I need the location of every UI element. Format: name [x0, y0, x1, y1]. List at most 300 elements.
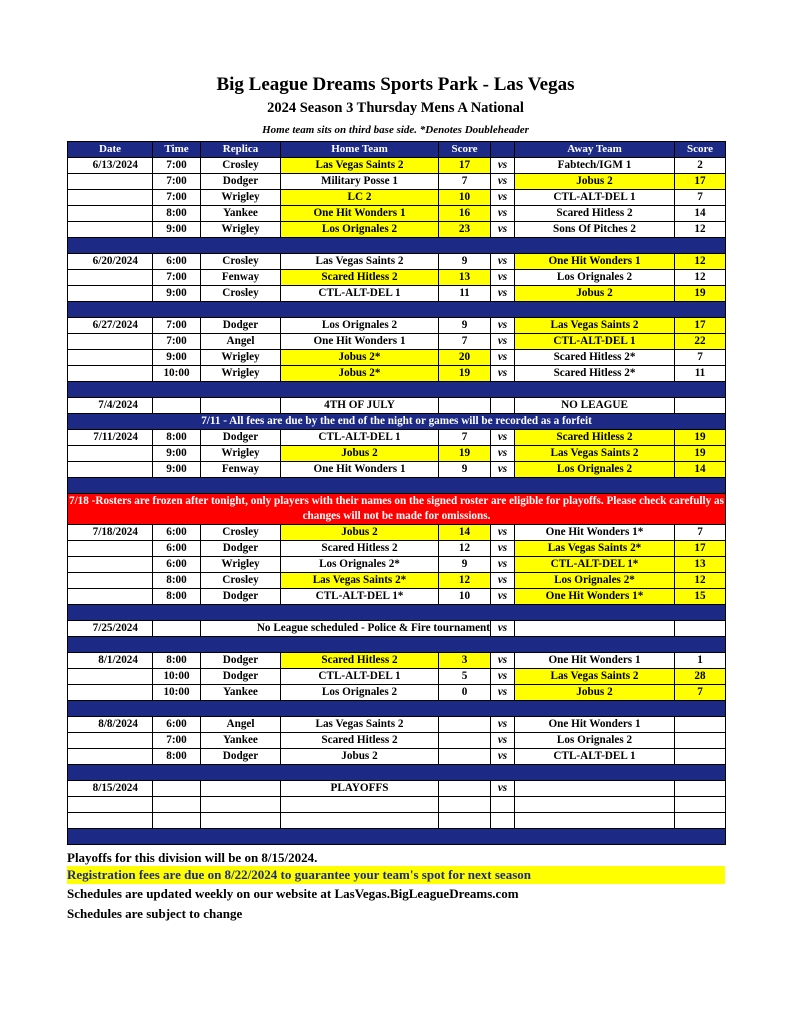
game-row [68, 174, 726, 190]
field-replica: Dodger [201, 653, 281, 669]
field-replica: Crosley [201, 286, 281, 302]
field-replica: Yankee [201, 206, 281, 222]
away-score: 15 [675, 589, 726, 605]
vs-label: vs [491, 206, 515, 222]
home-score: 13 [439, 270, 491, 286]
home-score: 9 [439, 254, 491, 270]
separator-cell [68, 765, 726, 781]
home-team [281, 797, 439, 813]
game-row [68, 653, 726, 669]
game-time [153, 781, 201, 797]
page-subtitle: 2024 Season 3 Thursday Mens A National [267, 100, 524, 116]
game-time: 6:00 [153, 557, 201, 573]
game-date [68, 206, 153, 222]
home-score: 5 [439, 669, 491, 685]
away-score: 13 [675, 557, 726, 573]
game-date: 7/18/2024 [68, 525, 153, 541]
fees-notice-text: 7/11 - All fees are due by the end of the night or games will be recorded as a forfeit [68, 414, 726, 430]
away-team: NO LEAGUE [515, 398, 675, 414]
home-score: 10 [439, 589, 491, 605]
footer-disclaimer: Schedules are subject to change [67, 906, 243, 921]
away-team: One Hit Wonders 1* [515, 525, 675, 541]
footer-playoffs: Playoffs for this division will be on 8/15/2024. [67, 850, 318, 865]
away-team: Las Vegas Saints 2* [515, 541, 675, 557]
game-date [68, 446, 153, 462]
home-score: 12 [439, 541, 491, 557]
away-team: Los Orignales 2 [515, 462, 675, 478]
roster-alert-row [68, 494, 726, 525]
game-date [68, 334, 153, 350]
vs-label [491, 813, 515, 829]
home-score [439, 749, 491, 765]
home-team: One Hit Wonders 1 [281, 334, 439, 350]
home-team: Los Orignales 2 [281, 318, 439, 334]
game-date [68, 685, 153, 701]
game-time: 9:00 [153, 462, 201, 478]
separator-row [68, 302, 726, 318]
game-time: 8:00 [153, 430, 201, 446]
field-replica: Wrigley [201, 350, 281, 366]
game-time: 7:00 [153, 334, 201, 350]
vs-label: vs [491, 174, 515, 190]
vs-label: vs [491, 446, 515, 462]
vs-label: vs [491, 270, 515, 286]
home-team: CTL-ALT-DEL 1 [281, 669, 439, 685]
field-replica: Crosley [201, 573, 281, 589]
home-team: Los Orignales 2 [281, 222, 439, 238]
separator-cell [68, 382, 726, 398]
field-replica: Crosley [201, 525, 281, 541]
field-replica: Wrigley [201, 190, 281, 206]
field-replica: Angel [201, 717, 281, 733]
game-row [68, 733, 726, 749]
separator-cell [68, 238, 726, 254]
game-date [68, 350, 153, 366]
vs-label: vs [491, 286, 515, 302]
game-time: 6:00 [153, 541, 201, 557]
away-team: Scared Hitless 2* [515, 366, 675, 382]
away-team: One Hit Wonders 1 [515, 653, 675, 669]
home-score: 10 [439, 190, 491, 206]
away-score [675, 717, 726, 733]
game-row [68, 158, 726, 174]
vs-label: vs [491, 350, 515, 366]
game-date [68, 462, 153, 478]
game-date [68, 589, 153, 605]
separator-row [68, 701, 726, 717]
away-score: 19 [675, 286, 726, 302]
field-replica: Dodger [201, 318, 281, 334]
game-time: 8:00 [153, 749, 201, 765]
home-team: CTL-ALT-DEL 1 [281, 430, 439, 446]
away-team: CTL-ALT-DEL 1 [515, 190, 675, 206]
home-score: 14 [439, 525, 491, 541]
game-date: 6/20/2024 [68, 254, 153, 270]
game-date: 8/15/2024 [68, 781, 153, 797]
game-time: 10:00 [153, 366, 201, 382]
vs-label: vs [491, 685, 515, 701]
field-replica: Dodger [201, 669, 281, 685]
vs-label: vs [491, 573, 515, 589]
game-date: 7/25/2024 [68, 621, 153, 637]
away-score: 7 [675, 350, 726, 366]
game-date [68, 749, 153, 765]
home-team: PLAYOFFS [281, 781, 439, 797]
col-replica-header: Replica [201, 142, 281, 158]
home-team: Las Vegas Saints 2 [281, 717, 439, 733]
game-row [68, 398, 726, 414]
game-row [68, 669, 726, 685]
home-score: 0 [439, 685, 491, 701]
home-team: LC 2 [281, 190, 439, 206]
vs-label: vs [491, 589, 515, 605]
game-row [68, 813, 726, 829]
game-row [68, 717, 726, 733]
separator-cell [68, 478, 726, 494]
away-team: Jobus 2 [515, 286, 675, 302]
field-replica: Fenway [201, 270, 281, 286]
away-team: Los Orignales 2 [515, 733, 675, 749]
game-time: 8:00 [153, 573, 201, 589]
game-row [68, 557, 726, 573]
game-date [68, 573, 153, 589]
game-date [68, 541, 153, 557]
away-score: 19 [675, 430, 726, 446]
away-score [675, 733, 726, 749]
vs-label: vs [491, 318, 515, 334]
away-team [515, 781, 675, 797]
game-row [68, 222, 726, 238]
game-date [68, 733, 153, 749]
vs-label: vs [491, 733, 515, 749]
home-team: Scared Hitless 2 [281, 541, 439, 557]
home-score: 16 [439, 206, 491, 222]
separator-cell [68, 302, 726, 318]
away-score: 17 [675, 318, 726, 334]
vs-label: vs [491, 557, 515, 573]
game-row [68, 190, 726, 206]
home-score: 9 [439, 557, 491, 573]
away-team [515, 621, 675, 637]
away-score [675, 621, 726, 637]
home-score: 11 [439, 286, 491, 302]
game-date [68, 190, 153, 206]
vs-label: vs [491, 190, 515, 206]
home-team: CTL-ALT-DEL 1* [281, 589, 439, 605]
game-row [68, 318, 726, 334]
vs-label: vs [491, 669, 515, 685]
field-replica: Wrigley [201, 557, 281, 573]
away-score: 7 [675, 685, 726, 701]
field-replica: Wrigley [201, 366, 281, 382]
vs-label: vs [491, 749, 515, 765]
game-time [153, 797, 201, 813]
home-team: One Hit Wonders 1 [281, 206, 439, 222]
away-team: Jobus 2 [515, 685, 675, 701]
away-team [515, 813, 675, 829]
home-team: Los Orignales 2 [281, 685, 439, 701]
field-replica: Dodger [201, 749, 281, 765]
game-row [68, 685, 726, 701]
away-team: Jobus 2 [515, 174, 675, 190]
home-score: 7 [439, 430, 491, 446]
page-note: Home team sits on third base side. *Denotes Doubleheader [262, 124, 529, 136]
separator-row [68, 829, 726, 845]
away-score [675, 398, 726, 414]
game-row [68, 446, 726, 462]
home-team: Jobus 2 [281, 525, 439, 541]
col-time-header: Time [153, 142, 201, 158]
game-time: 9:00 [153, 222, 201, 238]
away-team: Scared Hitless 2* [515, 350, 675, 366]
vs-label: vs [491, 222, 515, 238]
game-date [68, 286, 153, 302]
home-team [281, 813, 439, 829]
home-score: 7 [439, 334, 491, 350]
home-team: Los Orignales 2* [281, 557, 439, 573]
away-team: CTL-ALT-DEL 1* [515, 557, 675, 573]
game-row [68, 573, 726, 589]
game-time: 7:00 [153, 190, 201, 206]
game-date [68, 222, 153, 238]
vs-label: vs [491, 653, 515, 669]
game-date [68, 270, 153, 286]
game-row [68, 781, 726, 797]
separator-row [68, 238, 726, 254]
vs-label: vs [491, 717, 515, 733]
col-home-score-header: Score [439, 142, 491, 158]
separator-row [68, 382, 726, 398]
separator-row [68, 637, 726, 653]
no-league-text: No League scheduled - Police & Fire tournament [201, 621, 491, 637]
away-score: 7 [675, 190, 726, 206]
home-team: Scared Hitless 2 [281, 653, 439, 669]
field-replica: Crosley [201, 254, 281, 270]
field-replica: Dodger [201, 541, 281, 557]
game-time [153, 621, 201, 637]
home-team: Las Vegas Saints 2 [281, 158, 439, 174]
game-row [68, 589, 726, 605]
separator-cell [68, 701, 726, 717]
away-team: CTL-ALT-DEL 1 [515, 749, 675, 765]
game-row [68, 430, 726, 446]
vs-label: vs [491, 334, 515, 350]
game-date [68, 174, 153, 190]
home-score: 9 [439, 318, 491, 334]
header-row [68, 142, 726, 158]
home-team: Military Posse 1 [281, 174, 439, 190]
separator-row [68, 605, 726, 621]
away-score: 2 [675, 158, 726, 174]
vs-label: vs [491, 158, 515, 174]
away-team: Scared Hitless 2 [515, 430, 675, 446]
away-score: 22 [675, 334, 726, 350]
home-team: Las Vegas Saints 2 [281, 254, 439, 270]
vs-label: vs [491, 462, 515, 478]
game-row [68, 286, 726, 302]
field-replica: Fenway [201, 462, 281, 478]
field-replica: Crosley [201, 158, 281, 174]
game-row [68, 366, 726, 382]
game-row [68, 254, 726, 270]
home-team: 4TH OF JULY [281, 398, 439, 414]
game-row [68, 350, 726, 366]
home-score [439, 398, 491, 414]
game-date [68, 557, 153, 573]
field-replica [201, 813, 281, 829]
game-time: 10:00 [153, 669, 201, 685]
game-date [68, 669, 153, 685]
game-row [68, 270, 726, 286]
vs-label: vs [491, 621, 515, 637]
away-score [675, 813, 726, 829]
col-home-header: Home Team [281, 142, 439, 158]
field-replica [201, 797, 281, 813]
away-score: 12 [675, 222, 726, 238]
schedule-body [68, 158, 726, 845]
away-score: 12 [675, 573, 726, 589]
game-time: 7:00 [153, 318, 201, 334]
home-score [439, 813, 491, 829]
field-replica: Dodger [201, 589, 281, 605]
home-team: Scared Hitless 2 [281, 270, 439, 286]
col-away-score-header: Score [675, 142, 726, 158]
vs-label: vs [491, 541, 515, 557]
home-team: One Hit Wonders 1 [281, 462, 439, 478]
game-date: 6/27/2024 [68, 318, 153, 334]
game-time: 9:00 [153, 446, 201, 462]
game-row [68, 749, 726, 765]
separator-row [68, 478, 726, 494]
separator-cell [68, 637, 726, 653]
game-time: 6:00 [153, 254, 201, 270]
home-score [439, 717, 491, 733]
game-row [68, 462, 726, 478]
game-time: 8:00 [153, 589, 201, 605]
vs-label: vs [491, 366, 515, 382]
away-team: CTL-ALT-DEL 1 [515, 334, 675, 350]
away-team: One Hit Wonders 1 [515, 254, 675, 270]
away-team: Los Orignales 2 [515, 270, 675, 286]
away-score: 11 [675, 366, 726, 382]
footer-registration: Registration fees are due on 8/22/2024 to guarantee your team's spot for next season [67, 866, 725, 884]
home-score: 19 [439, 366, 491, 382]
field-replica: Yankee [201, 685, 281, 701]
game-time: 7:00 [153, 733, 201, 749]
away-team: Scared Hitless 2 [515, 206, 675, 222]
home-score: 19 [439, 446, 491, 462]
field-replica: Wrigley [201, 222, 281, 238]
game-time: 9:00 [153, 286, 201, 302]
game-time: 8:00 [153, 653, 201, 669]
away-score: 1 [675, 653, 726, 669]
field-replica: Dodger [201, 174, 281, 190]
fees-notice-row [68, 414, 726, 430]
away-team: Las Vegas Saints 2 [515, 446, 675, 462]
game-time: 7:00 [153, 174, 201, 190]
game-time: 10:00 [153, 685, 201, 701]
game-date [68, 813, 153, 829]
home-score: 3 [439, 653, 491, 669]
away-score: 12 [675, 254, 726, 270]
game-time [153, 398, 201, 414]
away-score: 19 [675, 446, 726, 462]
vs-label: vs [491, 781, 515, 797]
away-score: 7 [675, 525, 726, 541]
game-date: 6/13/2024 [68, 158, 153, 174]
no-league-row [68, 621, 726, 637]
away-team: Fabtech/IGM 1 [515, 158, 675, 174]
field-replica: Angel [201, 334, 281, 350]
game-date: 8/8/2024 [68, 717, 153, 733]
field-replica: Yankee [201, 733, 281, 749]
away-score: 28 [675, 669, 726, 685]
away-team: One Hit Wonders 1 [515, 717, 675, 733]
game-row [68, 206, 726, 222]
game-time: 6:00 [153, 525, 201, 541]
away-score [675, 781, 726, 797]
away-team [515, 797, 675, 813]
separator-cell [68, 605, 726, 621]
field-replica [201, 781, 281, 797]
away-score: 14 [675, 462, 726, 478]
game-time: 7:00 [153, 270, 201, 286]
home-score [439, 733, 491, 749]
away-score: 14 [675, 206, 726, 222]
away-score [675, 749, 726, 765]
field-replica [201, 398, 281, 414]
col-date-header: Date [68, 142, 153, 158]
field-replica: Wrigley [201, 446, 281, 462]
game-row [68, 334, 726, 350]
field-replica: Dodger [201, 430, 281, 446]
game-time: 8:00 [153, 206, 201, 222]
col-vs-header [491, 142, 515, 158]
away-team: Los Orignales 2* [515, 573, 675, 589]
game-time [153, 813, 201, 829]
away-score: 12 [675, 270, 726, 286]
home-team: CTL-ALT-DEL 1 [281, 286, 439, 302]
home-score: 23 [439, 222, 491, 238]
game-date: 7/11/2024 [68, 430, 153, 446]
home-score [439, 797, 491, 813]
game-time: 9:00 [153, 350, 201, 366]
away-score: 17 [675, 174, 726, 190]
home-score: 17 [439, 158, 491, 174]
away-team: Las Vegas Saints 2 [515, 318, 675, 334]
col-away-header: Away Team [515, 142, 675, 158]
home-team: Jobus 2 [281, 749, 439, 765]
vs-label: vs [491, 254, 515, 270]
game-date: 7/4/2024 [68, 398, 153, 414]
separator-row [68, 765, 726, 781]
away-score: 17 [675, 541, 726, 557]
game-row [68, 797, 726, 813]
away-score [675, 797, 726, 813]
home-team: Scared Hitless 2 [281, 733, 439, 749]
schedule-table [67, 141, 726, 845]
home-score: 12 [439, 573, 491, 589]
away-team: One Hit Wonders 1* [515, 589, 675, 605]
vs-label [491, 797, 515, 813]
game-date: 8/1/2024 [68, 653, 153, 669]
roster-alert-text: 7/18 -Rosters are frozen after tonight, only players with their names on the signed roster are eligible for playoffs. Please check carefully as changes will not be made for omissions. [68, 494, 726, 525]
footer-website: Schedules are updated weekly on our website at LasVegas.BigLeagueDreams.com [67, 886, 519, 901]
home-team: Las Vegas Saints 2* [281, 573, 439, 589]
game-time: 7:00 [153, 158, 201, 174]
separator-cell [68, 829, 726, 845]
game-row [68, 541, 726, 557]
